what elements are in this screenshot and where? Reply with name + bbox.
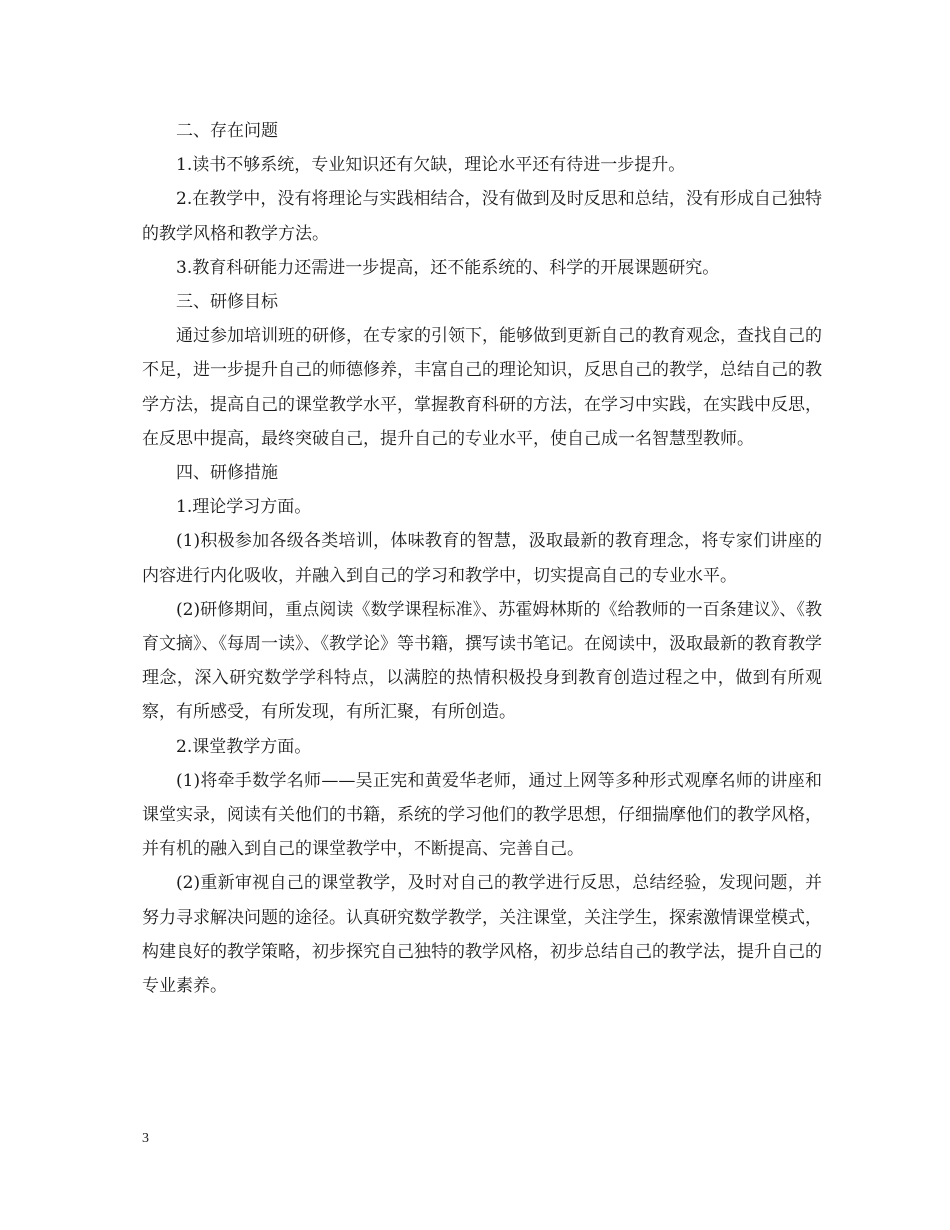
classroom-teaching-item-1: (1)将牵手数学名师——吴正宪和黄爱华老师，通过上网等多种形式观摩名师的讲座和课堂实录，阅读有关他们的书籍，系统的学习他们的教学思想，仔细揣摩他们的教学风格，并有机的融入到自己的课堂教学中，不断提高、完善自己。 — [142, 770, 822, 860]
subheading-classroom-teaching: 2.课堂教学方面。 — [176, 736, 312, 757]
problem-item-2: 2.在教学中，没有将理论与实践相结合，没有做到及时反思和总结，没有形成自己独特的教学风格和教学方法。 — [142, 189, 822, 244]
problem-item-1: 1.读书不够系统，专业知识还有欠缺，理论水平还有待进一步提升。 — [176, 155, 686, 176]
study-goals-paragraph: 通过参加培训班的研修，在专家的引领下，能够做到更新自己的教育观念，查找自己的不足，进一步提升自己的师德修养，丰富自己的理论知识，反思自己的教学，总结自己的教学方法，提高自己的课堂教学水平，掌握教育科研的方法，在学习中实践，在实践中反思，在反思中提高，最终突破自己，提升自己的专业水平，使自己成一名智慧型教师。 — [142, 326, 822, 449]
document-body — [142, 114, 822, 1003]
theory-learning-item-2: (2)研修期间，重点阅读《数学课程标准》、苏霍姆林斯的《给教师的一百条建议》、《教育文摘》、《每周一读》、《教学论》等书籍，撰写读书笔记。在阅读中，汲取最新的教育教学理念，深入研究数学学科特点，以满腔的热情积极投身到教育创造过程之中，做到有所观察，有所感受，有所发现，有所汇聚，有所创造。 — [142, 599, 822, 723]
classroom-teaching-item-2: (2)重新审视自己的课堂教学，及时对自己的教学进行反思，总结经验，发现问题，并努力寻求解决问题的途径。认真研究数学教学，关注课堂，关注学生，探索激情课堂模式，构建良好的教学策略，初步探究自己独特的教学风格，初步总结自己的教学法，提升自己的专业素养。 — [142, 873, 822, 997]
problem-item-3: 3.教育科研能力还需进一步提高，还不能系统的、科学的开展课题研究。 — [176, 257, 720, 278]
page-number: 3 — [142, 1131, 149, 1146]
theory-learning-item-1: (1)积极参加各级各类培训，体味教育的智慧，汲取最新的教育理念，将专家们讲座的内容进行内化吸收，并融入到自己的学习和教学中，切实提高自己的专业水平。 — [142, 531, 822, 586]
subheading-theory-learning: 1.理论学习方面。 — [176, 497, 312, 518]
heading-existing-problems: 二、存在问题 — [176, 121, 278, 141]
heading-study-measures: 四、研修措施 — [176, 463, 278, 484]
heading-study-goals: 三、研修目标 — [176, 292, 278, 313]
